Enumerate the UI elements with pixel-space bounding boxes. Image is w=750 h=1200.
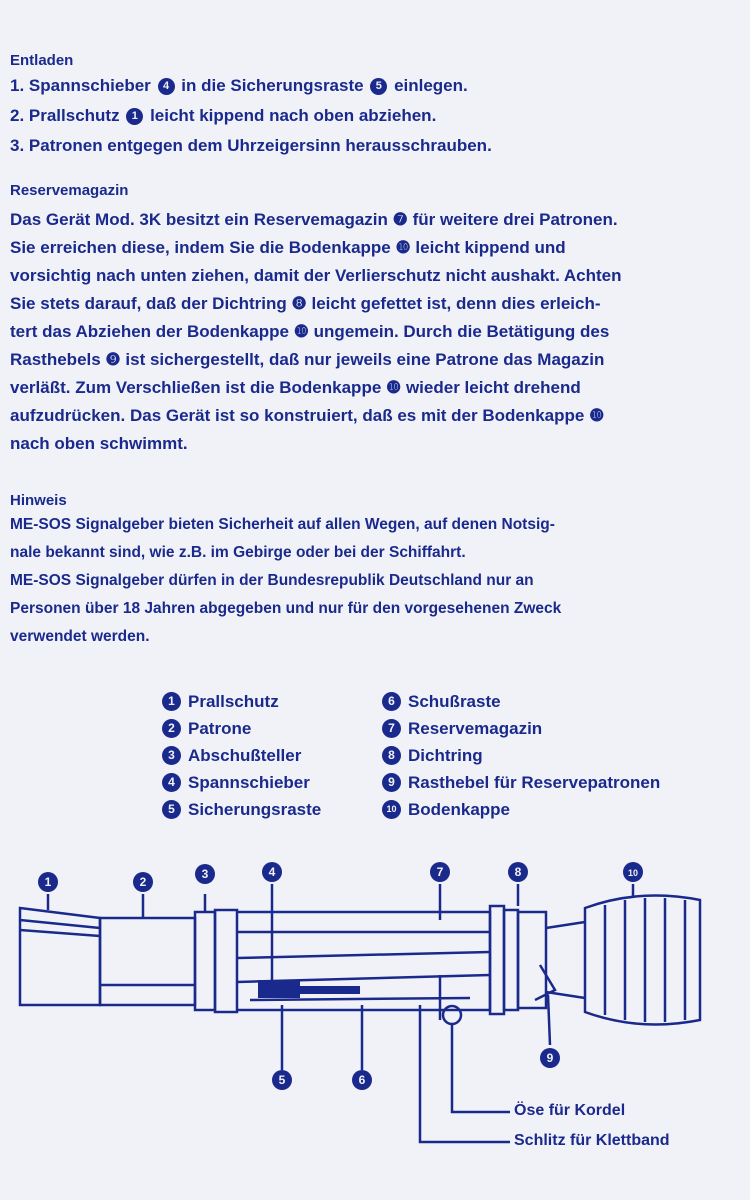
hinweis-line: nale bekannt sind, wie z.B. im Gebirge oder bei der Schiffahrt.	[10, 544, 466, 561]
legend-item: 8 Dichtring	[380, 742, 660, 769]
diagram-marker-5	[272, 1070, 292, 1090]
svg-text:4: 4	[268, 865, 276, 879]
entladen-title: Entladen	[10, 52, 74, 69]
callout-oese: Öse für Kordel	[514, 1102, 626, 1119]
diagram-marker-3	[195, 864, 215, 884]
part-bodenkappe	[585, 896, 700, 1025]
marker-1-icon: 1	[126, 108, 143, 125]
marker-4-icon: 4	[158, 78, 175, 95]
diagram-marker-7	[430, 862, 450, 882]
diagram-marker-10	[623, 862, 643, 882]
part-dichtring	[490, 906, 504, 1014]
svg-text:2: 2	[139, 875, 147, 889]
diagram-marker-8	[508, 862, 528, 882]
reserve-line: nach oben schwimmt.	[10, 434, 188, 453]
hinweis-line: ME-SOS Signalgeber bieten Sicherheit auf allen Wegen, auf denen Notsig-	[10, 516, 555, 533]
entladen-step-1: 1. Spannschieber 4 in die Sicherungsraste 5 einlegen.	[10, 76, 468, 95]
svg-text:5: 5	[278, 1073, 286, 1087]
legend-item: 5 Sicherungsraste	[160, 796, 321, 823]
reserve-title: Reservemagazin	[10, 182, 129, 199]
legend-item: 6 Schußraste	[380, 688, 660, 715]
part-spannschieber	[258, 980, 300, 998]
legend-item: 4 Spannschieber	[160, 769, 321, 796]
reserve-line: Rasthebels ❾ ist sichergestellt, daß nur jeweils eine Patrone das Magazin	[10, 350, 605, 369]
legend-item: 7 Reservemagazin	[380, 715, 660, 742]
svg-text:1: 1	[44, 875, 52, 889]
diagram-marker-9	[540, 1048, 560, 1068]
reserve-line: Sie erreichen diese, indem Sie die Bodenkappe ❿ leicht kippend und	[10, 238, 566, 257]
diagram-marker-2	[133, 872, 153, 892]
entladen-step-2: 2. Prallschutz 1 leicht kippend nach oben abziehen.	[10, 106, 437, 125]
hinweis-line: ME-SOS Signalgeber dürfen in der Bundesrepublik Deutschland nur an	[10, 572, 534, 589]
diagram-marker-6	[352, 1070, 372, 1090]
svg-text:3: 3	[201, 867, 209, 881]
legend-item: 1 Prallschutz	[160, 688, 321, 715]
part-abschussteller	[195, 912, 215, 1010]
marker-5-icon: 5	[370, 78, 387, 95]
part-patrone	[100, 918, 195, 1005]
diagram-marker-4	[262, 862, 282, 882]
hinweis-line: Personen über 18 Jahren abgegeben und nur für den vorgesehenen Zweck	[10, 600, 562, 617]
reserve-line: tert das Abziehen der Bodenkappe ❿ ungemein. Durch die Betätigung des	[10, 322, 610, 341]
reserve-line: verläßt. Zum Verschließen ist die Bodenkappe ❿ wieder leicht drehend	[10, 378, 581, 397]
svg-text:8: 8	[514, 865, 522, 879]
svg-text:9: 9	[546, 1051, 554, 1065]
diagram-marker-1	[38, 872, 58, 892]
svg-text:7: 7	[436, 865, 444, 879]
legend-item: 2 Patrone	[160, 715, 321, 742]
reserve-line: vorsichtig nach unten ziehen, damit der Verlierschutz nicht aushakt. Achten	[10, 266, 622, 285]
reserve-line: Sie stets darauf, daß der Dichtring ❽ leicht gefettet ist, denn dies erleich-	[10, 294, 601, 313]
legend-item: 3 Abschußteller	[160, 742, 321, 769]
reserve-line: aufzudrücken. Das Gerät ist so konstruiert, daß es mit der Bodenkappe ❿	[10, 406, 605, 425]
svg-text:10: 10	[627, 868, 639, 878]
legend-item: 9 Rasthebel für Reservepatronen	[380, 769, 660, 796]
entladen-step-3: 3. Patronen entgegen dem Uhrzeigersinn herausschrauben.	[10, 136, 492, 155]
legend-right	[380, 688, 660, 823]
legend-item: 10 Bodenkappe	[380, 796, 660, 823]
hinweis-line: verwendet werden.	[10, 628, 150, 645]
hinweis-title: Hinweis	[10, 492, 67, 509]
reserve-line: Das Gerät Mod. 3K besitzt ein Reservemagazin ❼ für weitere drei Patronen.	[10, 210, 618, 229]
svg-text:6: 6	[358, 1073, 366, 1087]
part-prallschutz	[20, 908, 100, 1005]
legend-left	[160, 688, 321, 823]
part-oese	[443, 1006, 461, 1024]
callout-schlitz: Schlitz für Klettband	[514, 1132, 670, 1149]
